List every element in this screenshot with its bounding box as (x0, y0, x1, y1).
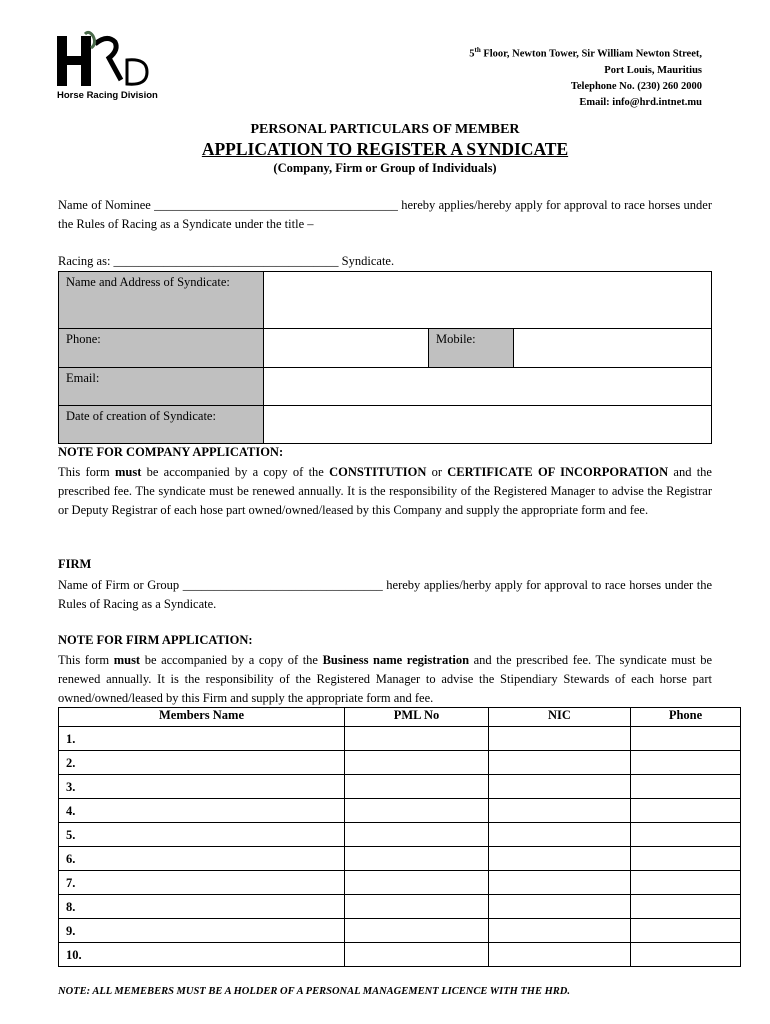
cell-phone[interactable] (631, 871, 741, 895)
row-number[interactable]: 2. (59, 751, 345, 775)
table-row (59, 751, 741, 775)
firm-note-paragraph: This form must be accompanied by a copy of the Business name registration and the prescribed fee. The syndicate must be renewed annually. It is the responsibility of the Registered Manager to advise the Stipendiary Stewards of each horse part owned/owned/leased by this Firm and supply the appropriate form and fee. (58, 653, 713, 705)
logo-caption: Horse Racing Division (57, 90, 158, 101)
row-number[interactable]: 9. (59, 919, 345, 943)
cell-phone[interactable] (631, 919, 741, 943)
company-note-paragraph: This form must be accompanied by a copy of the CONSTITUTION or CERTIFICATE OF INCORPORATION and the prescribed fee. The syndicate must be renewed annually. It is the responsibility of the Registered Manager to advise the Registrar or Deputy Registrar of each hose part owned/owned/leased by this Company and supply the appropriate form and fee. (58, 465, 712, 517)
firm-paragraph: Name of Firm or Group ________________________________ hereby applies/herby apply for approval to race horses under the Rules of Racing as a Syndicate. (58, 578, 712, 611)
cell-nic[interactable] (489, 823, 631, 847)
header-members-name: Members Name (59, 708, 345, 727)
label-mobile: Mobile: (429, 329, 514, 368)
label-phone: Phone: (59, 329, 264, 368)
email-line: Email: info@hrd.intnet.mu (579, 96, 702, 108)
field-name-address[interactable] (264, 272, 712, 329)
cell-nic[interactable] (489, 919, 631, 943)
cell-nic[interactable] (489, 799, 631, 823)
cell-pml[interactable] (345, 751, 489, 775)
table-row (59, 775, 741, 799)
row-number[interactable]: 5. (59, 823, 345, 847)
form-subtitle: (Company, Firm or Group of Individuals) (273, 161, 497, 175)
licence-footnote: NOTE: ALL MEMEBERS MUST BE A HOLDER OF A PERSONAL MANAGEMENT LICENCE WITH THE HRD. (58, 986, 570, 997)
cell-nic[interactable] (489, 727, 631, 751)
telephone-line: Telephone No. (230) 260 2000 (570, 80, 702, 92)
cell-pml[interactable] (345, 919, 489, 943)
cell-phone[interactable] (631, 895, 741, 919)
table-row (59, 823, 741, 847)
cell-phone[interactable] (631, 727, 741, 751)
table-row (59, 943, 741, 967)
form-titles (0, 122, 770, 176)
cell-nic[interactable] (489, 775, 631, 799)
company-note-heading: NOTE FOR COMPANY APPLICATION: (58, 445, 284, 459)
row-number[interactable]: 7. (59, 871, 345, 895)
header-nic: NIC (489, 708, 631, 727)
cell-nic[interactable] (489, 751, 631, 775)
table-row (59, 799, 741, 823)
header-pml-no: PML No (345, 708, 489, 727)
cell-phone[interactable] (631, 751, 741, 775)
members-table (58, 707, 741, 967)
cell-pml[interactable] (345, 943, 489, 967)
row-number[interactable]: 1. (59, 727, 345, 751)
cell-nic[interactable] (489, 871, 631, 895)
nominee-paragraph: Name of Nominee _______________________________________ hereby applies/hereby apply for approval to race horses under the Rules of Racing as a Syndicate under the title – (58, 198, 712, 231)
label-date-created: Date of creation of Syndicate: (59, 406, 264, 444)
cell-phone[interactable] (631, 775, 741, 799)
header-phone: Phone (631, 708, 741, 727)
racing-as-line: Racing as: ____________________________________ Syndicate. (58, 254, 395, 268)
label-email: Email: (59, 368, 264, 406)
address-line-1: 5th Floor, Newton Tower, Sir William Newton Street, (469, 46, 702, 60)
row-number[interactable]: 10. (59, 943, 345, 967)
cell-phone[interactable] (631, 943, 741, 967)
firm-heading: FIRM (58, 557, 92, 571)
table-row (59, 847, 741, 871)
form-title: APPLICATION TO REGISTER A SYNDICATE (201, 139, 569, 159)
cell-phone[interactable] (631, 847, 741, 871)
label-name-address: Name and Address of Syndicate: (59, 272, 264, 329)
field-email[interactable] (264, 368, 712, 406)
members-header-row (59, 708, 741, 727)
cell-pml[interactable] (345, 799, 489, 823)
address-block (469, 42, 702, 111)
row-number[interactable]: 3. (59, 775, 345, 799)
cell-phone[interactable] (631, 799, 741, 823)
cell-nic[interactable] (489, 943, 631, 967)
row-number[interactable]: 6. (59, 847, 345, 871)
table-row (59, 895, 741, 919)
table-row (59, 871, 741, 895)
cell-pml[interactable] (345, 871, 489, 895)
address-line-2: Port Louis, Mauritius (604, 64, 702, 76)
cell-pml[interactable] (345, 823, 489, 847)
cell-nic[interactable] (489, 847, 631, 871)
table-row (59, 919, 741, 943)
cell-pml[interactable] (345, 847, 489, 871)
field-mobile[interactable] (514, 329, 712, 368)
cell-nic[interactable] (489, 895, 631, 919)
title-personal-particulars: PERSONAL PARTICULARS OF MEMBER (250, 122, 520, 137)
firm-note-heading: NOTE FOR FIRM APPLICATION: (58, 633, 253, 647)
row-number[interactable]: 4. (59, 799, 345, 823)
cell-phone[interactable] (631, 823, 741, 847)
cell-pml[interactable] (345, 775, 489, 799)
cell-pml[interactable] (345, 727, 489, 751)
field-phone[interactable] (264, 329, 429, 368)
syndicate-details-table (58, 271, 712, 444)
table-row (59, 727, 741, 751)
cell-pml[interactable] (345, 895, 489, 919)
row-number[interactable]: 8. (59, 895, 345, 919)
field-date-created[interactable] (264, 406, 712, 444)
